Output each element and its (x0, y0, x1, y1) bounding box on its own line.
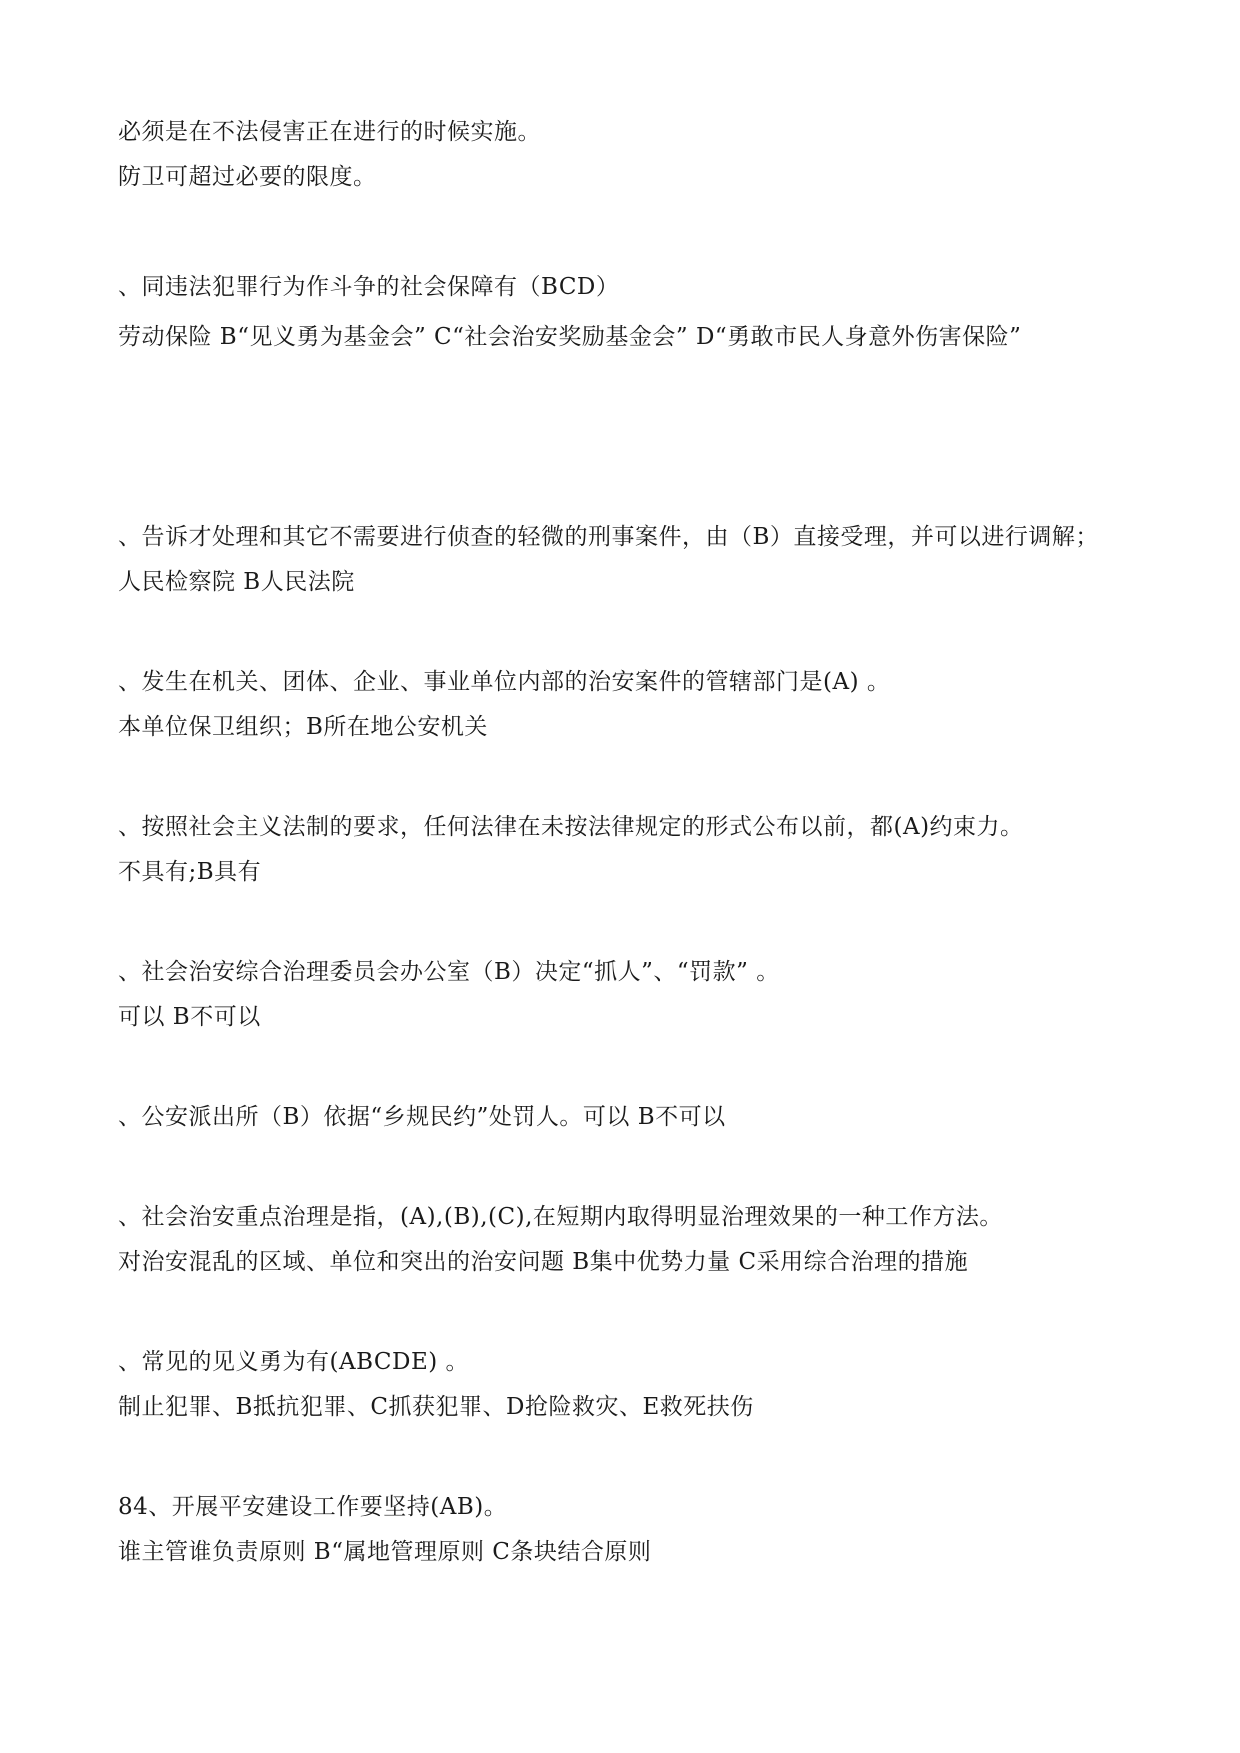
text-line: 必须是在不法侵害正在进行的时候实施。 (118, 119, 541, 145)
question-line: 84、开展平安建设工作要坚持(AB)。 (118, 1494, 508, 1520)
question-line: 、常见的见义勇为有(ABCDE) 。 (118, 1349, 470, 1375)
question-line: 、按照社会主义法制的要求，任何法律在未按法律规定的形式公布以前，都(A)约束力。 (118, 814, 1024, 840)
question-line: 、发生在机关、团体、企业、事业单位内部的治安案件的管辖部门是(A) 。 (118, 669, 891, 695)
question-line: 、社会治安综合治理委员会办公室（B）决定“抓人”、“罚款” 。 (118, 959, 780, 985)
question-line: 、同违法犯罪行为作斗争的社会保障有（BCD） (118, 274, 620, 300)
options-line: 谁主管谁负责原则 B“属地管理原则 C条块结合原则 (118, 1539, 652, 1565)
text-line: 防卫可超过必要的限度。 (118, 164, 377, 190)
question-line: 、告诉才处理和其它不需要进行侦查的轻微的刑事案件，由（B）直接受理，并可以进行调解； (118, 524, 1099, 550)
options-line: 制止犯罪、B抵抗犯罪、C抓获犯罪、D抢险救灾、E救死扶伤 (118, 1394, 754, 1420)
options-line: 对治安混乱的区域、单位和突出的治安问题 B集中优势力量 C采用综合治理的措施 (118, 1249, 969, 1275)
options-line: 可以 B不可以 (118, 1004, 261, 1030)
question-line: 、社会治安重点治理是指，(A),(B),(C),在短期内取得明显治理效果的一种工作方法。 (118, 1204, 1003, 1230)
options-line: 人民检察院 B人民法院 (118, 569, 355, 595)
options-line: 劳动保险 B“见义勇为基金会” C“社会治安奖励基金会” D“勇敢市民人身意外伤害保险” (118, 324, 1022, 350)
options-line: 本单位保卫组织；B所在地公安机关 (118, 714, 488, 740)
options-line: 不具有;B具有 (118, 859, 262, 885)
question-line: 、公安派出所（B）依据“乡规民约”处罚人。可以 B不可以 (118, 1104, 726, 1130)
